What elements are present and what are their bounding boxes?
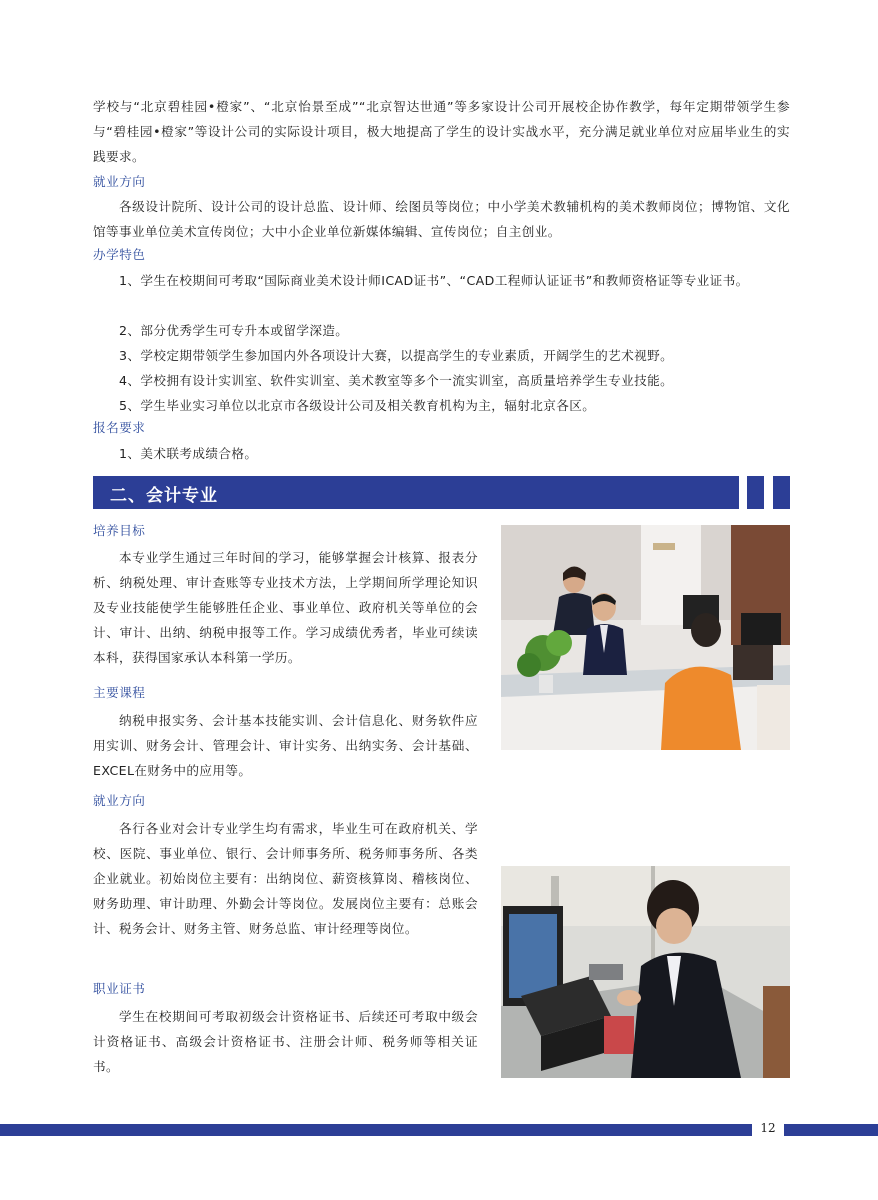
courses-heading: 主要课程 <box>93 685 146 700</box>
photo-bank-counter <box>501 525 790 750</box>
section-bar-block-1 <box>747 476 764 509</box>
certificates-text: 学生在校期间可考取初级会计资格证书、后续还可考取中级会计资格证书、高级会计资格证书、注册会计师、税务师等相关证书。 <box>93 1009 478 1074</box>
feature-item-1: 1、学生在校期间可考取“国际商业美术设计师ICAD证书”、“CAD工程师认证证书”和教师资格证等专业证书。 <box>119 273 749 288</box>
feature-item-3: 3、学校定期带领学生参加国内外各项设计大赛，以提高学生的专业素质，开阔学生的艺术视野。 <box>119 348 674 363</box>
section-title: 二、会计专业 <box>110 486 218 506</box>
acc-employment-text: 各行各业对会计专业学生均有需求，毕业生可在政府机关、学校、医院、事业单位、银行、会计师事务所、税务师事务所、各类企业就业。初始岗位主要有：出纳岗位、薪资核算岗、稽核岗位、财务助理、审计助理、外勤会计等岗位。发展岗位主要有：总账会计、税务会计、财务主管、财务总监、审计经理等岗位。 <box>93 821 478 936</box>
section-bar-block-2 <box>773 476 790 509</box>
photo-cashier-desk <box>501 866 790 1078</box>
admission-heading: 报名要求 <box>93 420 146 435</box>
section-title-bar <box>93 476 739 509</box>
intro-continuation: 学校与“北京碧桂园•橙家”、“北京怡景至成”“北京智达世通”等多家设计公司开展校企协作教学，每年定期带领学生参与“碧桂园•橙家”等设计公司的实际设计项目，极大地提高了学生的设计实战水平，充分满足就业单位对应届毕业生的实践要求。 <box>93 99 790 164</box>
goal-heading: 培养目标 <box>93 523 146 538</box>
feature-item-2: 2、部分优秀学生可专升本或留学深造。 <box>119 323 349 338</box>
photo-bank-counter-image <box>501 525 790 750</box>
employment-heading: 就业方向 <box>93 174 146 189</box>
features-heading: 办学特色 <box>93 247 146 262</box>
employment-text: 各级设计院所、设计公司的设计总监、设计师、绘图员等岗位；中小学美术教辅机构的美术教师岗位；博物馆、文化馆等事业单位美术宣传岗位；大中小企业单位新媒体编辑、宣传岗位；自主创业。 <box>93 199 790 239</box>
admission-text: 1、美术联考成绩合格。 <box>119 446 258 461</box>
footer-bar-right <box>784 1124 878 1136</box>
footer-bar-left <box>0 1124 752 1136</box>
photo-cashier-desk-image <box>501 866 790 1078</box>
page-number: 12 <box>760 1121 776 1135</box>
goal-text: 本专业学生通过三年时间的学习，能够掌握会计核算、报表分析、纳税处理、审计查账等专业技术方法，上学期间所学理论知识及专业技能使学生能够胜任企业、事业单位、政府机关等单位的会计、审计、出纳、纳税申报等工作。学习成绩优秀者，毕业可续读本科，获得国家承认本科第一学历。 <box>93 550 478 665</box>
feature-item-5: 5、学生毕业实习单位以北京市各级设计公司及相关教育机构为主，辐射北京各区。 <box>119 398 596 413</box>
feature-item-4: 4、学校拥有设计实训室、软件实训室、美术教室等多个一流实训室，高质量培养学生专业技能。 <box>119 373 674 388</box>
courses-text: 纳税申报实务、会计基本技能实训、会计信息化、财务软件应用实训、财务会计、管理会计、审计实务、出纳实务、会计基础、EXCEL在财务中的应用等。 <box>93 713 478 778</box>
acc-employment-heading: 就业方向 <box>93 793 146 808</box>
certificates-heading: 职业证书 <box>93 981 146 996</box>
